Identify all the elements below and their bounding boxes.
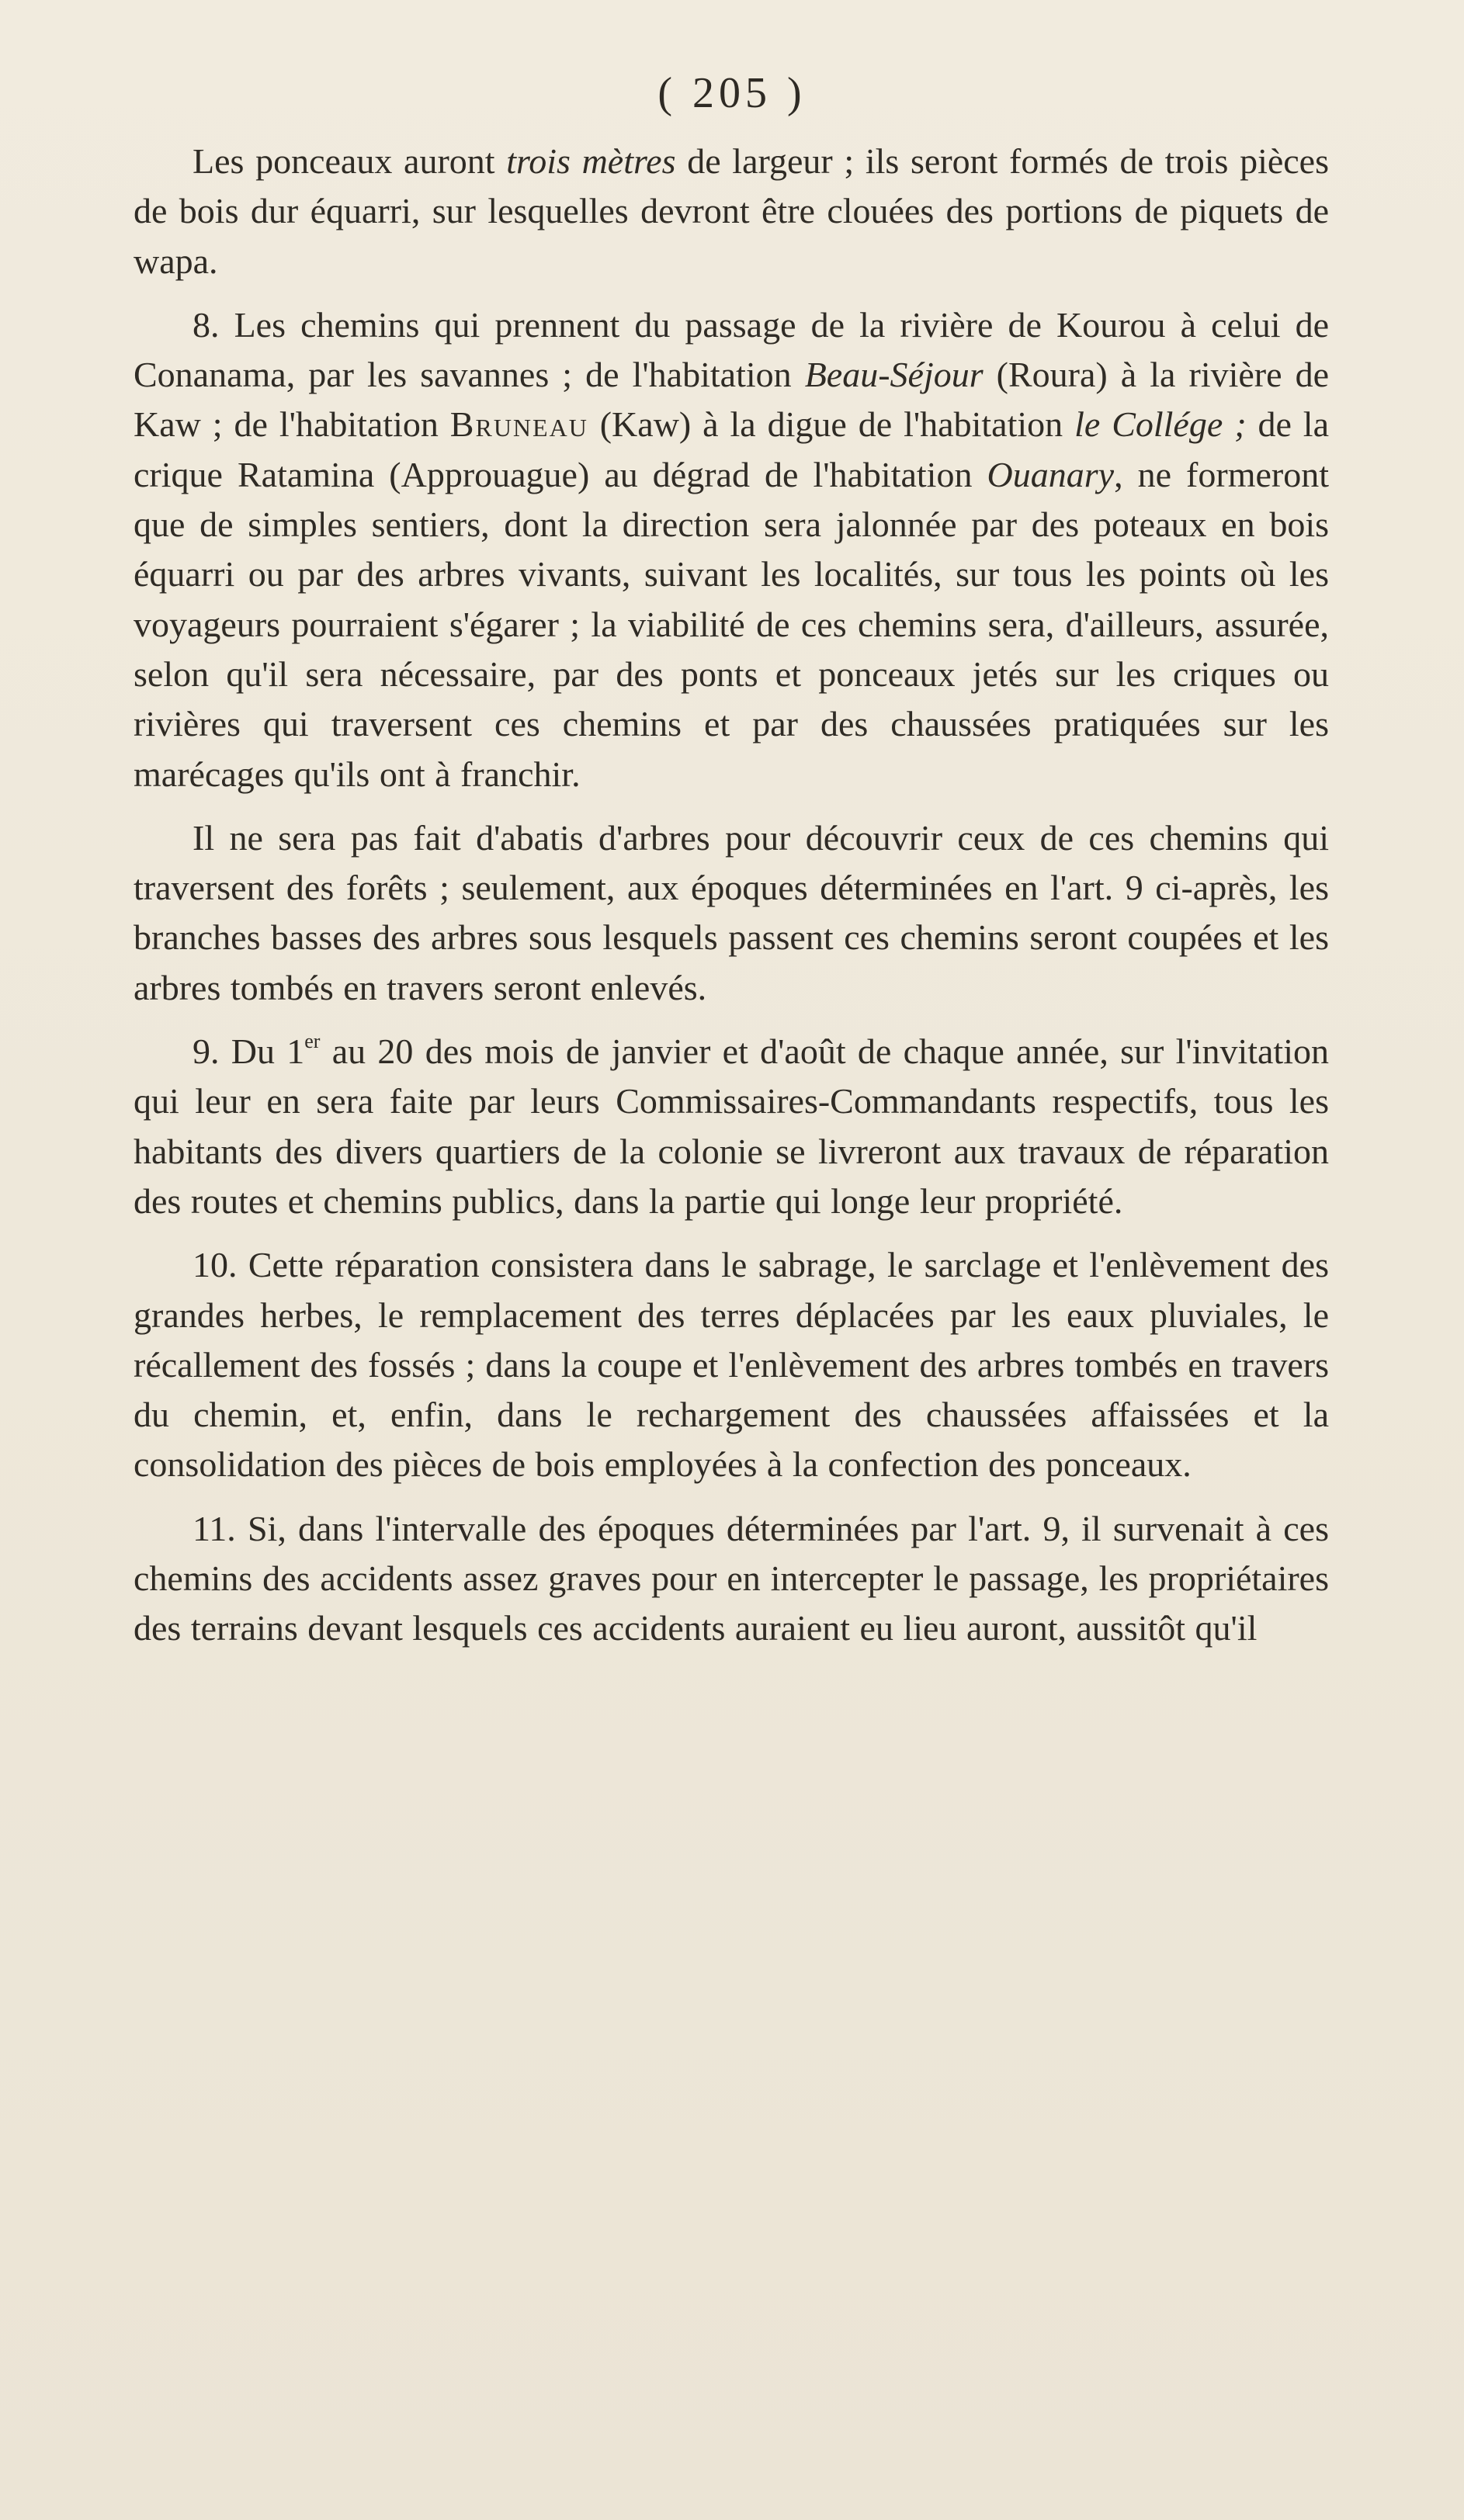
italic-run: Beau-Séjour [804,355,984,395]
paragraph-article-8 [134,300,1329,799]
text-run: , ne formeront que de simples sentiers, dont la direction sera jalonnée par des poteaux en bois équarri ou par des arbres vivants, suivant les localités, sur tous les points où les voyageurs pourraient s'égarer ; la viabilité de ces chemins sera, d'ailleurs, assurée, selon qu'il sera nécessaire, par des ponts et ponceaux jetés sur les criques ou rivières qui traversent ces chemins et par des chaussées pratiquées sur les marécages qu'ils ont à franchir. [134,454,1329,794]
paragraph-article-10 [134,1240,1329,1489]
paragraph-article-11 [134,1504,1329,1654]
text-run: Les ponceaux auront [193,141,507,181]
text-run: 8. Les chemins qui prennent du passage de la rivière de Kourou à celui de Conanama, par les savannes ; de l'habitation [134,304,1329,395]
superscript-run: er [304,1030,321,1053]
text-run: (Roura) à la rivière de Kaw ; de l'habitation [134,355,1329,445]
text-run: 9. Du 1 [193,1031,305,1072]
text-run: (Kaw) à la digue de l'habitation [588,404,1075,445]
paragraph-ponceaux [134,137,1329,286]
text-run: de largeur ; ils seront formés de trois pièces de bois dur équarri, sur lesquelles devront être clouées des portions de piquets de wapa. [134,141,1329,281]
page-number: ( 205 ) [657,69,807,117]
small-caps-run: Bruneau [449,404,588,445]
italic-run: Ouanary [987,454,1115,494]
text-run: Il ne sera pas fait d'abatis d'arbres pour découvrir ceux de ces chemins qui traversent des forêts ; seulement, aux époques déterminées en l'art. 9 ci-après, les branches basses des arbres sous lesquels passent ces chemins seront coupées et les arbres tombés en travers seront enlevés. [134,817,1329,1007]
text-run: 11. Si, dans l'intervalle des époques déterminées par l'art. 9, il survenait à ces chemins des accidents assez graves pour en intercepter le passage, les propriétaires des terrains devant lesquels ces accidents auraient eu lieu auront, aussitôt qu'il [134,1508,1329,1648]
paragraph-abatis [134,813,1329,1013]
italic-run: le Collége ; [1074,404,1247,445]
text-run: au 20 des mois de janvier et d'août de chaque année, sur l'invitation qui leur en sera faite par leurs Commissaires-Commandants respectifs, tous les habitants des divers quartiers de la colonie se livreront aux travaux de réparation des routes et chemins publics, dans la partie qui longe leur propriété. [134,1031,1329,1221]
paragraph-article-9 [134,1027,1329,1226]
text-run: 10. Cette réparation consistera dans le sabrage, le sarclage et l'enlèvement des grandes herbes, le remplacement des terres déplacées par les eaux pluviales, le récallement des fossés ; dans la coupe et l'enlèvement des arbres tombés en travers du chemin, et, enfin, dans le rechargement des chaussées affaissées et la consolidation des pièces de bois employées à la confection des ponceaux. [134,1245,1329,1485]
text-run: de la crique Ratamina (Approuague) au dégrad de l'habitation [134,404,1329,494]
page-body [134,137,1329,1666]
italic-run: trois mètres [506,141,676,181]
